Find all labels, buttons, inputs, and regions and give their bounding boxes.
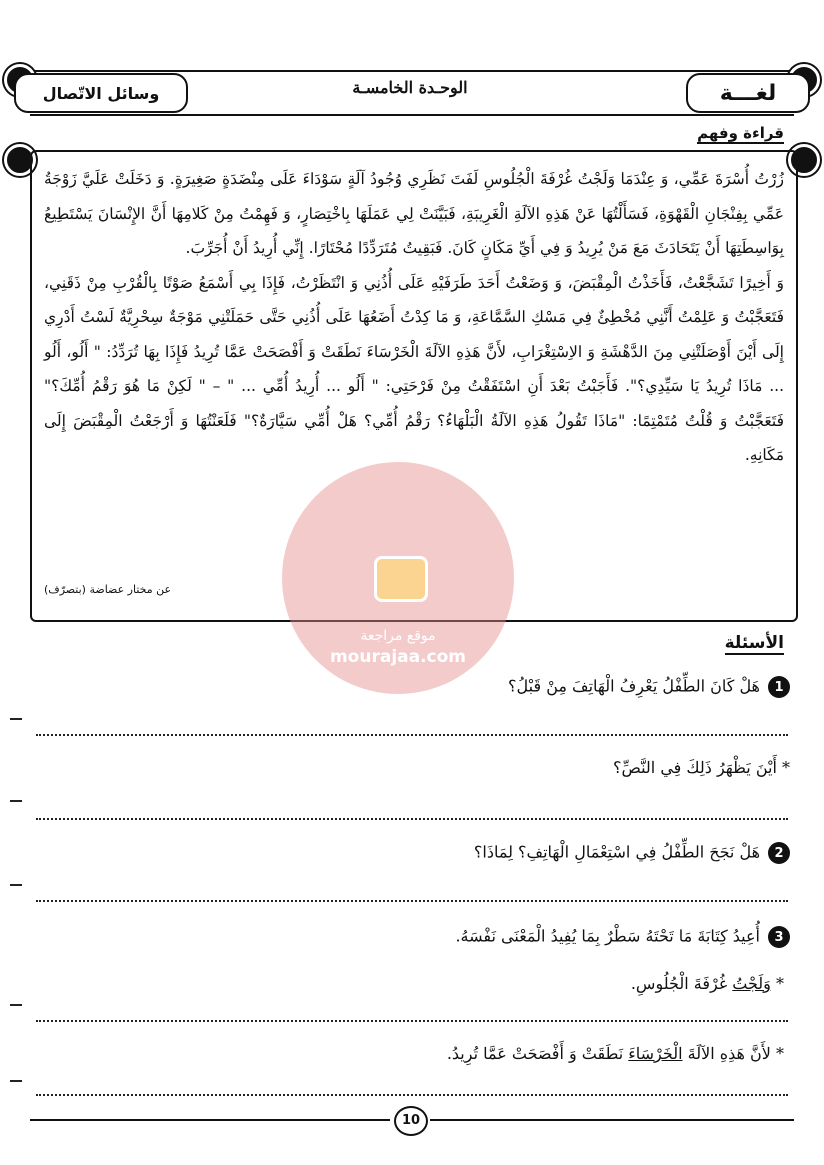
questions-heading: الأسئلة [724, 633, 784, 653]
answer-line[interactable] [36, 1094, 788, 1096]
question-number: 3 [768, 926, 790, 948]
rewrite-item-1 [631, 974, 784, 993]
question-text: أُعِيدُ كِتَابَةَ مَا تَحْتَهُ سَطْرٌ بِمَا يُفِيدُ الْمَعْنَى نَفْسَهُ. [455, 926, 760, 946]
rewrite-item-2 [447, 1044, 784, 1063]
item-rest: نَطَقَتْ وَ أَفْصَحَتْ عَمَّا تُرِيدُ. [446, 1044, 629, 1063]
item-prefix: * [770, 974, 784, 993]
answer-dash [10, 800, 22, 802]
answer-line[interactable] [36, 1020, 788, 1022]
footer-rule [430, 1119, 794, 1121]
item-prefix: * لأَنَّ هَذِهِ الآلَةَ [682, 1044, 784, 1063]
answer-dash [10, 1004, 22, 1006]
question-3 [455, 926, 790, 948]
answer-dash [10, 884, 22, 886]
answer-dash [10, 1080, 22, 1082]
answer-line[interactable] [36, 734, 788, 736]
subject-tab: لغـــة [686, 73, 810, 113]
passage-paragraph: زُرْتُ أُسْرَةَ عَمِّي، وَ عِنْدَمَا وَلَجْتُ غُرْفَةَ الْجُلُوسِ لَفَتَ نَظَرِي وُجُودُ آلَةٍ سَوْدَاءَ عَلَى مِنْضَدَةٍ صَغِيرَةٍ. وَ دَخَلَتْ عَلَيَّ زَوْجَةُ عَمِّي بِفِنْجَانِ الْقَهْوَةِ، فَسَأَلْتُهَا عَنْ هَذِهِ الآلَةِ الْغَرِيبَةِ، فَبَيَّنَتْ لِي عَمَلَهَا بِاخْتِصَارٍ، وَ فَهِمْتُ مِنْ كَلامِهَا أَنَّ الإِنْسَانَ يَسْتَطِيعُ بِوَاسِطَتِهَا أَنْ يَتَحَادَثَ مَعَ مَنْ يُرِيدُ وَ فِي أَيِّ مَكَانٍ كَانَ. فَبَقِيتُ مُتَرَدِّدًا مُحْتَارًا. إِنِّي أُرِيدُ أَنْ أُجَرِّبَ. [44, 170, 784, 257]
question-number: 1 [768, 676, 790, 698]
watermark-book-icon [374, 556, 428, 602]
question-1-sub [613, 758, 790, 777]
question-text: هَلْ كَانَ الطِّفْلُ يَعْرِفُ الْهَاتِفَ مِنْ قَبْلُ؟ [508, 676, 760, 696]
question-2 [474, 842, 790, 864]
reading-passage [44, 162, 784, 473]
answer-line[interactable] [36, 818, 788, 820]
underlined-phrase: وَلَجْتُ [732, 974, 771, 993]
question-1 [508, 676, 790, 698]
answer-dash [10, 718, 22, 720]
underlined-phrase: الْخَرْسَاءَ [628, 1044, 683, 1063]
section-label: قراءة وفهم [697, 124, 784, 142]
question-text: * أَيْنَ يَظْهَرُ ذَلِكَ فِي النَّصِّ؟ [613, 758, 790, 777]
footer-rule [30, 1119, 390, 1121]
page-number: 10 [394, 1106, 428, 1136]
watermark-arabic: موقع مراجعة [360, 628, 436, 644]
passage-paragraph: وَ أَخِيرًا تَشَجَّعْتُ، فَأَخَذْتُ الْمِقْبَضَ، وَ وَضَعْتُ أَحَدَ طَرَفَيْهِ عَلَى أُذُنِي وَ انْتَظَرْتُ، فَإِذَا بِي أَسْمَعُ صَوْتًا بِالْقُرْبِ مِنْ ذَقَنِي، فَتَعَجَّبْتُ وَ عَلِمْتُ أَنَّنِي مُخْطِئٌ فِي مَسْكِ السَّمَّاعَةِ، وَ مَا كِدْتُ أَضَعُهَا عَلَى أُذُنِي حَتَّى حَمَلَتْنِي مَوْجَةٌ سِحْرِيَّةٌ لَسْتُ أَدْرِي إِلَى أَيْنَ أَوْصَلَتْنِي مِنَ الدَّهْشَةِ وَ الاِسْتِغْرَابِ، لأَنَّ هَذِهِ الآلَةَ الْخَرْسَاءَ نَطَقَتْ وَ أَفْصَحَتْ عَمَّا تُرِيدُ فَإِذَا بِهَا تُرَدِّدُ: " أَلُو، أَلُو ... مَاذَا تُرِيدُ يَا سَيِّدِي؟". فَأَجَبْتُ بَعْدَ أَنِ اسْتَفَقْتُ مِنْ فَرْحَتِي: " أَلُو ... أُرِيدُ أُمِّي ... " – " لَكِنْ مَا هُوَ رَقْمُ أُمِّكَ؟" فَتَعَجَّبْتُ وَ قُلْتُ مُتَمْتِمًا: "مَاذَا تَقُولُ هَذِهِ الآلَةُ الْبَلْهَاءُ؟ رَقْمُ أُمِّي؟ هَلْ أُمِّي سَيَّارَةٌ؟" فَلَعَنْتُهَا وَ أَرْجَعْتُ الْمِقْبَضَ إِلَى مَكَانِهِ. [44, 273, 784, 464]
question-number: 2 [768, 842, 790, 864]
answer-line[interactable] [36, 900, 788, 902]
unit-name-tab: وسائل الاتّصال [14, 73, 188, 113]
item-rest: غُرْفَةَ الْجُلُوسِ. [630, 974, 733, 993]
passage-source: عن مختار عضاضة (بتصرّف) [44, 583, 172, 596]
question-text: هَلْ نَجَحَ الطِّفْلُ فِي اسْتِعْمَالِ الْهَاتِفِ؟ لِمَاذَا؟ [473, 842, 760, 862]
unit-title: الوحـدة الخامسـة [352, 78, 468, 97]
watermark-latin: mourajaa.com [329, 647, 467, 667]
